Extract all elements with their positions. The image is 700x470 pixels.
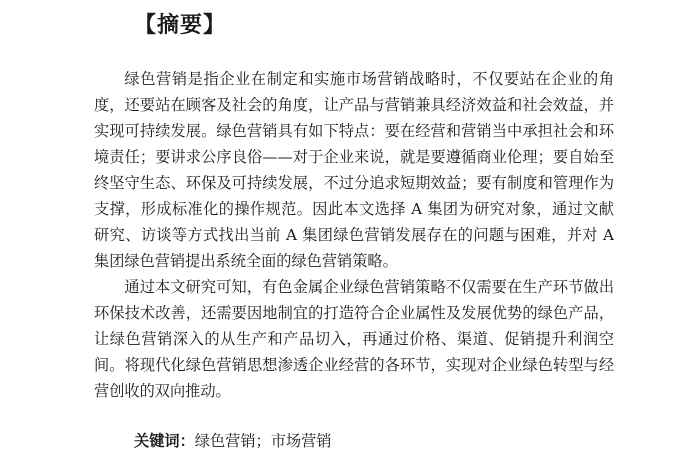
abstract-paragraph-1: 绿色营销是指企业在制定和实施市场营销战略时，不仅要站在企业的角度，还要站在顾客及社会的角度，让产品与营销兼具经济效益和社会效益，并实现可持续发展。绿色营销具有如下特点：要在经营和营销当中承担社会和环境责任；要讲求公序良俗——对于企业来说，就是要遵循商业伦理；要自始至终坚守生态、环保及可持续发展，不过分追求短期效益；要有制度和管理作为支撑，形成标准化的操作规范。因此本文选择 A 集团为研究对象，通过文献研究、访谈等方式找出当前 A 集团绿色营销发展存在的问题与困难，并对 A 集团绿色营销提出系统全面的绿色营销策略。 <box>94 70 614 270</box>
abstract-heading: 【摘要】 <box>134 13 227 38</box>
keywords-line <box>134 428 331 454</box>
abstract-body <box>94 66 614 404</box>
abstract-paragraph-2: 通过本文研究可知，有色金属企业绿色营销策略不仅需要在生产环节做出环保技术改善，还需要因地制宜的打造符合企业属性及发展优势的绿色产品，让绿色营销深入的从生产和产品切入，再通过价格、渠道、促销提升利润空间。将现代化绿色营销思想渗透企业经营的各环节，实现对企业绿色转型与经营创收的双向推动。 <box>94 278 614 400</box>
keywords-value: 绿色营销；市场营销 <box>194 432 332 450</box>
keywords-label: 关键词： <box>134 432 195 450</box>
